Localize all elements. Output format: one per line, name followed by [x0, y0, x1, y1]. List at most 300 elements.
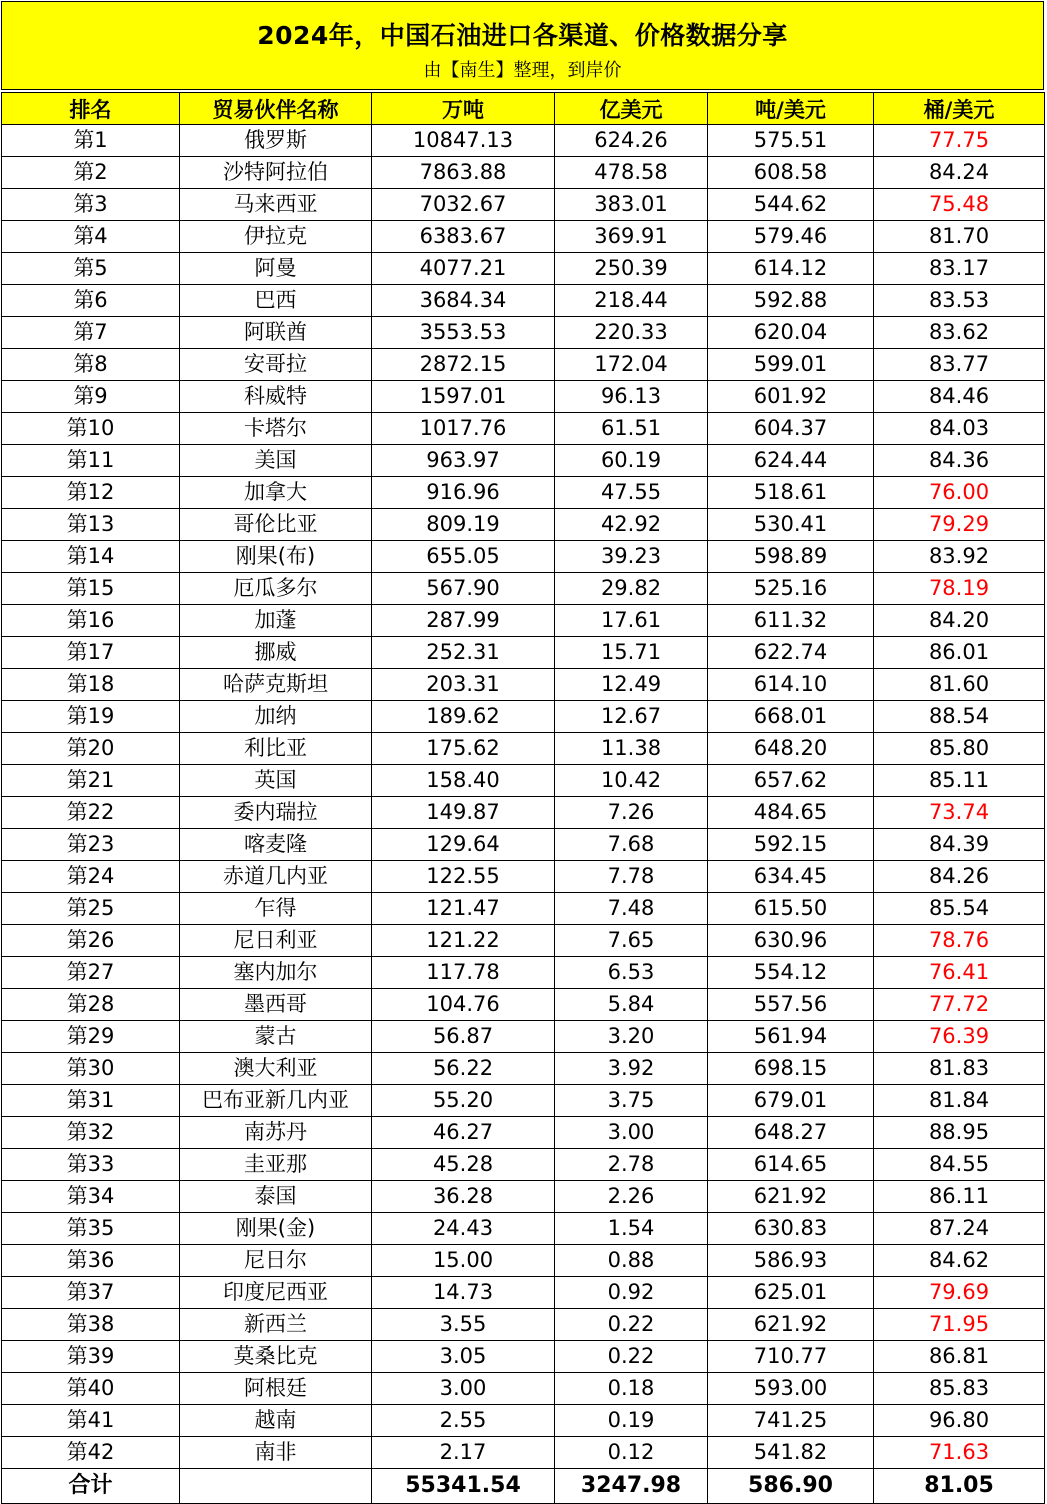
cell-rank: 第19 [2, 701, 180, 733]
cell-rank: 第17 [2, 637, 180, 669]
cell-price-per-ton: 579.46 [708, 221, 874, 253]
cell-partner: 英国 [180, 765, 372, 797]
cell-partner: 刚果(布) [180, 541, 372, 573]
cell-price-per-barrel: 75.48 [874, 189, 1045, 221]
table-row [2, 445, 1045, 477]
cell-value: 1.54 [555, 1213, 708, 1245]
cell-rank: 第15 [2, 573, 180, 605]
cell-price-per-ton: 530.41 [708, 509, 874, 541]
cell-volume: 121.22 [372, 925, 555, 957]
cell-volume: 203.31 [372, 669, 555, 701]
cell-partner: 墨西哥 [180, 989, 372, 1021]
table-row [2, 413, 1045, 445]
cell-rank: 第18 [2, 669, 180, 701]
cell-price-per-ton: 614.12 [708, 253, 874, 285]
cell-rank: 第23 [2, 829, 180, 861]
cell-price-per-barrel: 81.60 [874, 669, 1045, 701]
table-row [2, 637, 1045, 669]
cell-rank: 第38 [2, 1309, 180, 1341]
cell-volume: 149.87 [372, 797, 555, 829]
cell-value: 0.92 [555, 1277, 708, 1309]
cell-partner: 圭亚那 [180, 1149, 372, 1181]
cell-partner: 刚果(金) [180, 1213, 372, 1245]
cell-value: 29.82 [555, 573, 708, 605]
cell-rank: 第31 [2, 1085, 180, 1117]
cell-partner: 加纳 [180, 701, 372, 733]
cell-price-per-barrel: 76.00 [874, 477, 1045, 509]
cell-price-per-ton: 601.92 [708, 381, 874, 413]
cell-rank: 第22 [2, 797, 180, 829]
cell-volume: 3.05 [372, 1341, 555, 1373]
cell-price-per-ton: 614.10 [708, 669, 874, 701]
cell-rank: 第2 [2, 157, 180, 189]
table-row [2, 1437, 1045, 1469]
column-header-value: 亿美元 [555, 93, 708, 125]
cell-volume: 567.90 [372, 573, 555, 605]
cell-partner: 厄瓜多尔 [180, 573, 372, 605]
cell-price-per-barrel: 81.70 [874, 221, 1045, 253]
cell-value: 42.92 [555, 509, 708, 541]
table-row [2, 1149, 1045, 1181]
cell-price-per-barrel: 85.80 [874, 733, 1045, 765]
cell-price-per-barrel: 86.01 [874, 637, 1045, 669]
cell-partner: 伊拉克 [180, 221, 372, 253]
cell-rank: 第35 [2, 1213, 180, 1245]
cell-rank: 第28 [2, 989, 180, 1021]
cell-partner: 新西兰 [180, 1309, 372, 1341]
cell-price-per-ton: 554.12 [708, 957, 874, 989]
cell-price-per-barrel: 79.29 [874, 509, 1045, 541]
cell-value: 218.44 [555, 285, 708, 317]
title-banner [1, 1, 1044, 90]
cell-price-per-ton: 604.37 [708, 413, 874, 445]
cell-price-per-ton: 592.88 [708, 285, 874, 317]
cell-price-per-barrel: 88.95 [874, 1117, 1045, 1149]
cell-volume: 10847.13 [372, 125, 555, 157]
cell-volume: 121.47 [372, 893, 555, 925]
total-partner-cell [180, 1469, 372, 1504]
cell-partner: 巴布亚新几内亚 [180, 1085, 372, 1117]
table-row [2, 541, 1045, 573]
cell-value: 3.00 [555, 1117, 708, 1149]
cell-price-per-ton: 615.50 [708, 893, 874, 925]
cell-partner: 尼日尔 [180, 1245, 372, 1277]
cell-rank: 第3 [2, 189, 180, 221]
cell-partner: 科威特 [180, 381, 372, 413]
cell-value: 7.26 [555, 797, 708, 829]
cell-price-per-ton: 484.65 [708, 797, 874, 829]
table-row [2, 285, 1045, 317]
cell-partner: 哥伦比亚 [180, 509, 372, 541]
table-row [2, 1341, 1045, 1373]
cell-value: 6.53 [555, 957, 708, 989]
total-price-per-barrel: 81.05 [874, 1469, 1045, 1504]
cell-price-per-barrel: 76.41 [874, 957, 1045, 989]
cell-price-per-barrel: 81.84 [874, 1085, 1045, 1117]
cell-rank: 第11 [2, 445, 180, 477]
cell-volume: 7863.88 [372, 157, 555, 189]
cell-price-per-ton: 586.93 [708, 1245, 874, 1277]
cell-partner: 南非 [180, 1437, 372, 1469]
cell-rank: 第20 [2, 733, 180, 765]
cell-price-per-ton: 698.15 [708, 1053, 874, 1085]
cell-value: 478.58 [555, 157, 708, 189]
cell-price-per-barrel: 71.95 [874, 1309, 1045, 1341]
cell-price-per-ton: 625.01 [708, 1277, 874, 1309]
cell-partner: 赤道几内亚 [180, 861, 372, 893]
cell-value: 12.49 [555, 669, 708, 701]
cell-partner: 喀麦隆 [180, 829, 372, 861]
table-row [2, 925, 1045, 957]
cell-price-per-barrel: 84.20 [874, 605, 1045, 637]
cell-partner: 蒙古 [180, 1021, 372, 1053]
cell-price-per-barrel: 83.77 [874, 349, 1045, 381]
page-subtitle: 由【南生】整理，到岸价 [423, 60, 622, 81]
cell-partner: 阿曼 [180, 253, 372, 285]
cell-rank: 第27 [2, 957, 180, 989]
cell-price-per-ton: 620.04 [708, 317, 874, 349]
cell-price-per-barrel: 71.63 [874, 1437, 1045, 1469]
cell-volume: 56.87 [372, 1021, 555, 1053]
cell-value: 15.71 [555, 637, 708, 669]
column-header-volume: 万吨 [372, 93, 555, 125]
total-value: 3247.98 [555, 1469, 708, 1504]
cell-partner: 卡塔尔 [180, 413, 372, 445]
cell-rank: 第16 [2, 605, 180, 637]
cell-price-per-barrel: 84.36 [874, 445, 1045, 477]
table-row [2, 253, 1045, 285]
cell-partner: 巴西 [180, 285, 372, 317]
table-row [2, 317, 1045, 349]
cell-price-per-barrel: 83.17 [874, 253, 1045, 285]
cell-price-per-barrel: 73.74 [874, 797, 1045, 829]
total-row [2, 1469, 1045, 1504]
cell-price-per-ton: 741.25 [708, 1405, 874, 1437]
table-row [2, 605, 1045, 637]
cell-price-per-barrel: 77.75 [874, 125, 1045, 157]
cell-price-per-ton: 648.27 [708, 1117, 874, 1149]
cell-volume: 122.55 [372, 861, 555, 893]
table-row [2, 1309, 1045, 1341]
cell-price-per-barrel: 84.55 [874, 1149, 1045, 1181]
table-body [2, 125, 1045, 1469]
cell-volume: 36.28 [372, 1181, 555, 1213]
table-row [2, 829, 1045, 861]
cell-partner: 美国 [180, 445, 372, 477]
cell-partner: 阿联酋 [180, 317, 372, 349]
cell-volume: 15.00 [372, 1245, 555, 1277]
cell-partner: 莫桑比克 [180, 1341, 372, 1373]
cell-rank: 第34 [2, 1181, 180, 1213]
cell-price-per-barrel: 96.80 [874, 1405, 1045, 1437]
cell-partner: 塞内加尔 [180, 957, 372, 989]
cell-partner: 泰国 [180, 1181, 372, 1213]
cell-rank: 第26 [2, 925, 180, 957]
cell-price-per-barrel: 84.24 [874, 157, 1045, 189]
cell-rank: 第1 [2, 125, 180, 157]
cell-price-per-barrel: 84.03 [874, 413, 1045, 445]
cell-rank: 第24 [2, 861, 180, 893]
cell-value: 250.39 [555, 253, 708, 285]
cell-value: 369.91 [555, 221, 708, 253]
table-row [2, 1405, 1045, 1437]
cell-volume: 2872.15 [372, 349, 555, 381]
cell-price-per-ton: 630.83 [708, 1213, 874, 1245]
cell-value: 0.88 [555, 1245, 708, 1277]
total-volume: 55341.54 [372, 1469, 555, 1504]
cell-volume: 129.64 [372, 829, 555, 861]
table-row [2, 381, 1045, 413]
cell-price-per-ton: 679.01 [708, 1085, 874, 1117]
table-row [2, 1181, 1045, 1213]
cell-price-per-ton: 541.82 [708, 1437, 874, 1469]
cell-price-per-ton: 614.65 [708, 1149, 874, 1181]
cell-rank: 第4 [2, 221, 180, 253]
cell-price-per-barrel: 77.72 [874, 989, 1045, 1021]
cell-partner: 安哥拉 [180, 349, 372, 381]
cell-price-per-barrel: 84.26 [874, 861, 1045, 893]
cell-value: 0.22 [555, 1309, 708, 1341]
cell-value: 5.84 [555, 989, 708, 1021]
cell-volume: 55.20 [372, 1085, 555, 1117]
table-row [2, 1245, 1045, 1277]
cell-price-per-ton: 599.01 [708, 349, 874, 381]
table-row [2, 221, 1045, 253]
cell-rank: 第40 [2, 1373, 180, 1405]
cell-rank: 第9 [2, 381, 180, 413]
cell-volume: 104.76 [372, 989, 555, 1021]
cell-volume: 655.05 [372, 541, 555, 573]
cell-volume: 24.43 [372, 1213, 555, 1245]
column-header-price-per-ton: 吨/美元 [708, 93, 874, 125]
cell-volume: 1597.01 [372, 381, 555, 413]
cell-value: 47.55 [555, 477, 708, 509]
table-row [2, 893, 1045, 925]
cell-price-per-barrel: 78.19 [874, 573, 1045, 605]
cell-value: 7.78 [555, 861, 708, 893]
cell-volume: 3684.34 [372, 285, 555, 317]
cell-partner: 南苏丹 [180, 1117, 372, 1149]
cell-value: 0.12 [555, 1437, 708, 1469]
cell-value: 0.19 [555, 1405, 708, 1437]
cell-value: 2.78 [555, 1149, 708, 1181]
cell-price-per-barrel: 85.83 [874, 1373, 1045, 1405]
table-header-row [2, 93, 1045, 125]
cell-volume: 45.28 [372, 1149, 555, 1181]
column-header-rank: 排名 [2, 93, 180, 125]
cell-volume: 252.31 [372, 637, 555, 669]
cell-price-per-barrel: 76.39 [874, 1021, 1045, 1053]
cell-value: 11.38 [555, 733, 708, 765]
cell-price-per-ton: 544.62 [708, 189, 874, 221]
table-row [2, 125, 1045, 157]
cell-volume: 3.00 [372, 1373, 555, 1405]
cell-partner: 尼日利亚 [180, 925, 372, 957]
cell-rank: 第25 [2, 893, 180, 925]
cell-value: 3.75 [555, 1085, 708, 1117]
cell-price-per-ton: 648.20 [708, 733, 874, 765]
column-header-price-per-barrel: 桶/美元 [874, 93, 1045, 125]
table-row [2, 1277, 1045, 1309]
column-header-partner: 贸易伙伴名称 [180, 93, 372, 125]
cell-rank: 第10 [2, 413, 180, 445]
cell-rank: 第30 [2, 1053, 180, 1085]
cell-partner: 加拿大 [180, 477, 372, 509]
cell-value: 3.20 [555, 1021, 708, 1053]
cell-volume: 2.55 [372, 1405, 555, 1437]
table-row [2, 1213, 1045, 1245]
cell-price-per-ton: 710.77 [708, 1341, 874, 1373]
cell-value: 39.23 [555, 541, 708, 573]
cell-volume: 14.73 [372, 1277, 555, 1309]
cell-price-per-barrel: 78.76 [874, 925, 1045, 957]
cell-rank: 第33 [2, 1149, 180, 1181]
table-row [2, 733, 1045, 765]
cell-price-per-ton: 624.44 [708, 445, 874, 477]
cell-price-per-ton: 611.32 [708, 605, 874, 637]
cell-value: 17.61 [555, 605, 708, 637]
table-row [2, 957, 1045, 989]
cell-volume: 189.62 [372, 701, 555, 733]
cell-rank: 第5 [2, 253, 180, 285]
cell-value: 3.92 [555, 1053, 708, 1085]
cell-partner: 马来西亚 [180, 189, 372, 221]
cell-value: 624.26 [555, 125, 708, 157]
cell-partner: 阿根廷 [180, 1373, 372, 1405]
cell-volume: 46.27 [372, 1117, 555, 1149]
cell-rank: 第13 [2, 509, 180, 541]
cell-value: 7.68 [555, 829, 708, 861]
cell-value: 383.01 [555, 189, 708, 221]
page-title: 2024年，中国石油进口各渠道、价格数据分享 [257, 21, 788, 50]
cell-rank: 第14 [2, 541, 180, 573]
cell-volume: 3.55 [372, 1309, 555, 1341]
table-row [2, 1021, 1045, 1053]
cell-rank: 第8 [2, 349, 180, 381]
cell-partner: 挪威 [180, 637, 372, 669]
cell-price-per-barrel: 86.11 [874, 1181, 1045, 1213]
cell-volume: 6383.67 [372, 221, 555, 253]
cell-rank: 第12 [2, 477, 180, 509]
table-row [2, 765, 1045, 797]
table-row [2, 1085, 1045, 1117]
cell-price-per-barrel: 86.81 [874, 1341, 1045, 1373]
cell-value: 10.42 [555, 765, 708, 797]
cell-partner: 利比亚 [180, 733, 372, 765]
cell-volume: 4077.21 [372, 253, 555, 285]
cell-rank: 第21 [2, 765, 180, 797]
cell-value: 61.51 [555, 413, 708, 445]
cell-price-per-barrel: 84.39 [874, 829, 1045, 861]
cell-price-per-ton: 657.62 [708, 765, 874, 797]
cell-price-per-ton: 621.92 [708, 1309, 874, 1341]
cell-volume: 963.97 [372, 445, 555, 477]
cell-price-per-ton: 621.92 [708, 1181, 874, 1213]
cell-price-per-barrel: 84.62 [874, 1245, 1045, 1277]
cell-rank: 第37 [2, 1277, 180, 1309]
cell-partner: 乍得 [180, 893, 372, 925]
cell-rank: 第41 [2, 1405, 180, 1437]
cell-volume: 117.78 [372, 957, 555, 989]
cell-rank: 第6 [2, 285, 180, 317]
cell-price-per-barrel: 83.92 [874, 541, 1045, 573]
cell-rank: 第36 [2, 1245, 180, 1277]
table-row [2, 477, 1045, 509]
cell-rank: 第29 [2, 1021, 180, 1053]
cell-rank: 第39 [2, 1341, 180, 1373]
cell-partner: 加蓬 [180, 605, 372, 637]
cell-value: 0.22 [555, 1341, 708, 1373]
cell-price-per-ton: 634.45 [708, 861, 874, 893]
cell-value: 220.33 [555, 317, 708, 349]
cell-volume: 287.99 [372, 605, 555, 637]
table-row [2, 509, 1045, 541]
cell-price-per-barrel: 87.24 [874, 1213, 1045, 1245]
cell-value: 7.48 [555, 893, 708, 925]
cell-price-per-ton: 598.89 [708, 541, 874, 573]
cell-value: 2.26 [555, 1181, 708, 1213]
table-row [2, 989, 1045, 1021]
cell-value: 172.04 [555, 349, 708, 381]
cell-price-per-barrel: 84.46 [874, 381, 1045, 413]
cell-price-per-barrel: 85.11 [874, 765, 1045, 797]
total-price-per-ton: 586.90 [708, 1469, 874, 1504]
cell-price-per-barrel: 81.83 [874, 1053, 1045, 1085]
cell-volume: 56.22 [372, 1053, 555, 1085]
table-row [2, 349, 1045, 381]
cell-volume: 1017.76 [372, 413, 555, 445]
table-row [2, 189, 1045, 221]
cell-rank: 第7 [2, 317, 180, 349]
cell-price-per-barrel: 83.62 [874, 317, 1045, 349]
cell-rank: 第32 [2, 1117, 180, 1149]
cell-partner: 哈萨克斯坦 [180, 669, 372, 701]
cell-price-per-ton: 525.16 [708, 573, 874, 605]
cell-price-per-ton: 630.96 [708, 925, 874, 957]
cell-price-per-ton: 518.61 [708, 477, 874, 509]
cell-price-per-ton: 561.94 [708, 1021, 874, 1053]
cell-partner: 印度尼西亚 [180, 1277, 372, 1309]
cell-price-per-ton: 557.56 [708, 989, 874, 1021]
total-label: 合计 [2, 1469, 180, 1504]
cell-price-per-ton: 608.58 [708, 157, 874, 189]
cell-partner: 沙特阿拉伯 [180, 157, 372, 189]
cell-value: 0.18 [555, 1373, 708, 1405]
cell-volume: 158.40 [372, 765, 555, 797]
cell-price-per-ton: 593.00 [708, 1373, 874, 1405]
table-row [2, 797, 1045, 829]
cell-volume: 2.17 [372, 1437, 555, 1469]
cell-value: 60.19 [555, 445, 708, 477]
cell-partner: 委内瑞拉 [180, 797, 372, 829]
cell-rank: 第42 [2, 1437, 180, 1469]
cell-price-per-ton: 622.74 [708, 637, 874, 669]
cell-price-per-barrel: 79.69 [874, 1277, 1045, 1309]
cell-value: 12.67 [555, 701, 708, 733]
cell-volume: 3553.53 [372, 317, 555, 349]
cell-volume: 916.96 [372, 477, 555, 509]
cell-price-per-barrel: 85.54 [874, 893, 1045, 925]
table-row [2, 669, 1045, 701]
table-row [2, 1373, 1045, 1405]
table-row [2, 861, 1045, 893]
cell-price-per-ton: 592.15 [708, 829, 874, 861]
cell-value: 7.65 [555, 925, 708, 957]
cell-price-per-barrel: 88.54 [874, 701, 1045, 733]
table-row [2, 157, 1045, 189]
cell-partner: 俄罗斯 [180, 125, 372, 157]
table-row [2, 573, 1045, 605]
